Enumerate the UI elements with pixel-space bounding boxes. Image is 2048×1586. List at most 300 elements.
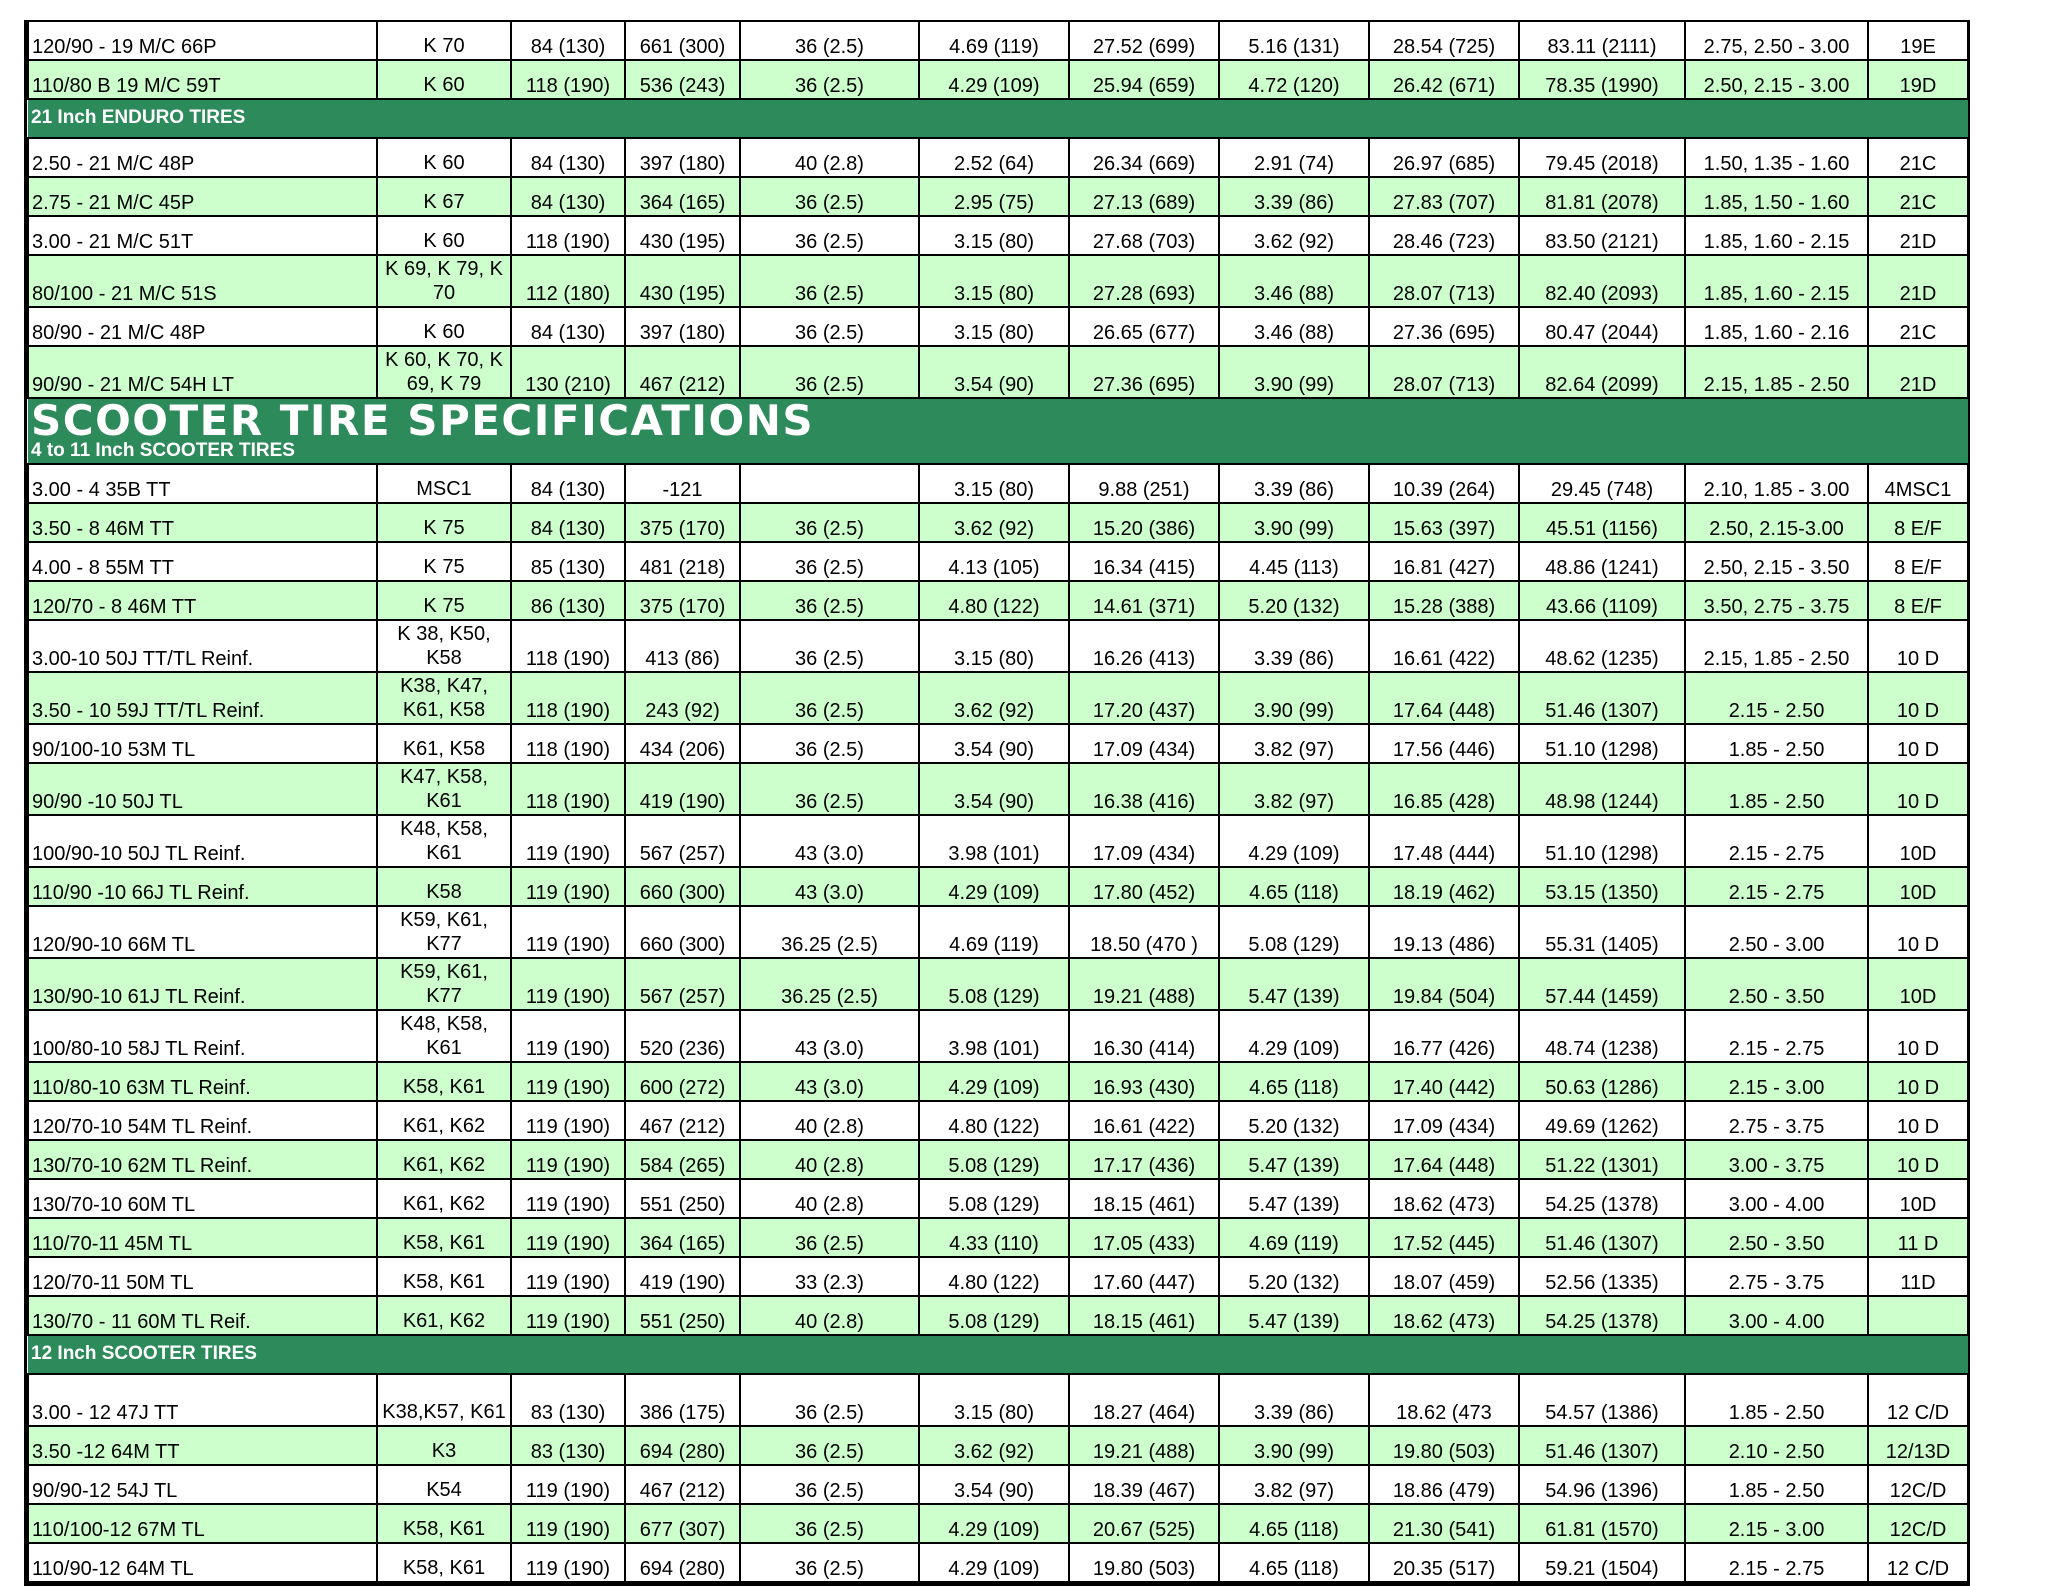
- spec-cell: 28.07 (713): [1369, 346, 1519, 398]
- table-row: [28, 1257, 1968, 1296]
- spec-cell: 43 (3.0): [740, 1062, 919, 1101]
- spec-cell: 36.25 (2.5): [740, 958, 919, 1010]
- spec-cell: 2.50 - 3.50: [1685, 1218, 1868, 1257]
- tire-size-cell: 110/80-10 63M TL Reinf.: [28, 1062, 377, 1101]
- spec-cell: 3.00 - 4.00: [1685, 1296, 1868, 1335]
- tire-spec-table: [27, 20, 1969, 1583]
- spec-cell: 677 (307): [625, 1504, 740, 1543]
- spec-cell: 16.61 (422): [1369, 620, 1519, 672]
- spec-cell: 3.15 (80): [919, 216, 1069, 255]
- tire-size-cell: 130/70-10 62M TL Reinf.: [28, 1140, 377, 1179]
- tire-model-cell: K 60: [377, 307, 511, 346]
- spec-cell: 12C/D: [1868, 1504, 1968, 1543]
- spec-cell: 1.85, 1.60 - 2.16: [1685, 307, 1868, 346]
- table-row: [28, 958, 1968, 1010]
- spec-cell: 2.15, 1.85 - 2.50: [1685, 620, 1868, 672]
- spec-cell: 551 (250): [625, 1296, 740, 1335]
- spec-cell: 2.52 (64): [919, 138, 1069, 177]
- spec-cell: 28.46 (723): [1369, 216, 1519, 255]
- table-row: [28, 21, 1968, 60]
- spec-cell: 119 (190): [511, 1101, 625, 1140]
- spec-cell: 54.57 (1386): [1519, 1374, 1685, 1426]
- spec-cell: 43 (3.0): [740, 867, 919, 906]
- spec-cell: 3.90 (99): [1219, 1426, 1369, 1465]
- spec-cell: 10D: [1868, 1179, 1968, 1218]
- spec-cell: 3.15 (80): [919, 464, 1069, 503]
- spec-cell: 4.29 (109): [919, 1504, 1069, 1543]
- spec-cell: 18.86 (479): [1369, 1465, 1519, 1504]
- spec-cell: 3.39 (86): [1219, 620, 1369, 672]
- spec-cell: 51.10 (1298): [1519, 815, 1685, 867]
- spec-cell: 10 D: [1868, 763, 1968, 815]
- tire-size-cell: 120/70 - 8 46M TT: [28, 581, 377, 620]
- spec-cell: 84 (130): [511, 307, 625, 346]
- spec-cell: 26.34 (669): [1069, 138, 1219, 177]
- spec-cell: 36 (2.5): [740, 1374, 919, 1426]
- spec-cell: 16.77 (426): [1369, 1010, 1519, 1062]
- spec-cell: 3.39 (86): [1219, 177, 1369, 216]
- tire-model-cell: K58, K61: [377, 1218, 511, 1257]
- spec-cell: 4.80 (122): [919, 581, 1069, 620]
- spec-cell: 19.80 (503): [1069, 1543, 1219, 1582]
- spec-cell: 40 (2.8): [740, 138, 919, 177]
- spec-cell: 15.63 (397): [1369, 503, 1519, 542]
- spec-cell: 16.34 (415): [1069, 542, 1219, 581]
- tire-model-cell: K 69, K 79, K 70: [377, 255, 511, 307]
- spec-cell: 2.50, 2.15 - 3.50: [1685, 542, 1868, 581]
- tire-size-cell: 3.50 - 10 59J TT/TL Reinf.: [28, 672, 377, 724]
- spec-cell: 130 (210): [511, 346, 625, 398]
- spec-cell: 11 D: [1868, 1218, 1968, 1257]
- spec-cell: 660 (300): [625, 867, 740, 906]
- spec-cell: 17.09 (434): [1069, 724, 1219, 763]
- spec-cell: 20.35 (517): [1369, 1543, 1519, 1582]
- spec-cell: 3.15 (80): [919, 1374, 1069, 1426]
- spec-cell: 84 (130): [511, 138, 625, 177]
- tire-model-cell: K 75: [377, 503, 511, 542]
- section-title: 21 Inch ENDURO TIRES: [28, 99, 1968, 138]
- spec-cell: 36 (2.5): [740, 672, 919, 724]
- spec-cell: 4.13 (105): [919, 542, 1069, 581]
- spec-cell: 78.35 (1990): [1519, 60, 1685, 99]
- table-row: [28, 763, 1968, 815]
- spec-cell: 3.15 (80): [919, 255, 1069, 307]
- spec-cell: 5.20 (132): [1219, 581, 1369, 620]
- spec-cell: 12 C/D: [1868, 1543, 1968, 1582]
- spec-cell: 2.75, 2.50 - 3.00: [1685, 21, 1868, 60]
- spec-cell: 4.29 (109): [919, 60, 1069, 99]
- spec-cell: 10 D: [1868, 1101, 1968, 1140]
- spec-cell: 3.54 (90): [919, 763, 1069, 815]
- spec-cell: 27.13 (689): [1069, 177, 1219, 216]
- section-title: 12 Inch SCOOTER TIRES: [28, 1335, 1968, 1374]
- spec-cell: 55.31 (1405): [1519, 906, 1685, 958]
- spec-cell: 48.62 (1235): [1519, 620, 1685, 672]
- tire-model-cell: K 38, K50, K58: [377, 620, 511, 672]
- tire-size-cell: 3.00 - 12 47J TT: [28, 1374, 377, 1426]
- tire-size-cell: 120/90-10 66M TL: [28, 906, 377, 958]
- section-subtitle: 4 to 11 Inch SCOOTER TIRES: [31, 440, 295, 461]
- spec-cell: 4.29 (109): [1219, 815, 1369, 867]
- table-row: [28, 672, 1968, 724]
- spec-cell: 27.83 (707): [1369, 177, 1519, 216]
- spec-cell: 3.46 (88): [1219, 307, 1369, 346]
- spec-cell: 14.61 (371): [1069, 581, 1219, 620]
- spec-cell: 419 (190): [625, 1257, 740, 1296]
- spec-cell: 36 (2.5): [740, 1426, 919, 1465]
- spec-cell: 51.10 (1298): [1519, 724, 1685, 763]
- spec-cell: 375 (170): [625, 503, 740, 542]
- spec-cell: 5.16 (131): [1219, 21, 1369, 60]
- spec-cell: 17.80 (452): [1069, 867, 1219, 906]
- tire-size-cell: 110/90 -10 66J TL Reinf.: [28, 867, 377, 906]
- spec-cell: 10 D: [1868, 1140, 1968, 1179]
- spec-cell: 19E: [1868, 21, 1968, 60]
- spec-cell: 4.80 (122): [919, 1101, 1069, 1140]
- spec-cell: 28.07 (713): [1369, 255, 1519, 307]
- spec-cell: 21C: [1868, 177, 1968, 216]
- tire-size-cell: 3.00-10 50J TT/TL Reinf.: [28, 620, 377, 672]
- spec-cell: 1.85 - 2.50: [1685, 1374, 1868, 1426]
- tire-model-cell: K54: [377, 1465, 511, 1504]
- spec-cell: 40 (2.8): [740, 1140, 919, 1179]
- spec-cell: 10 D: [1868, 906, 1968, 958]
- spec-cell: 40 (2.8): [740, 1101, 919, 1140]
- tire-model-cell: K61, K62: [377, 1140, 511, 1179]
- spec-cell: 50.63 (1286): [1519, 1062, 1685, 1101]
- spec-cell: 8 E/F: [1868, 542, 1968, 581]
- spec-cell: 59.21 (1504): [1519, 1543, 1685, 1582]
- tire-model-cell: K 75: [377, 542, 511, 581]
- tire-model-cell: K 67: [377, 177, 511, 216]
- spec-cell: 10D: [1868, 958, 1968, 1010]
- spec-cell: 49.69 (1262): [1519, 1101, 1685, 1140]
- tire-model-cell: K58: [377, 867, 511, 906]
- tire-model-cell: K58, K61: [377, 1257, 511, 1296]
- spec-cell: 119 (190): [511, 867, 625, 906]
- table-row: [28, 1426, 1968, 1465]
- spec-cell: 10 D: [1868, 724, 1968, 763]
- table-row: [28, 1296, 1968, 1335]
- spec-cell: 83.50 (2121): [1519, 216, 1685, 255]
- table-row: [28, 307, 1968, 346]
- spec-cell: 2.15 - 2.75: [1685, 1543, 1868, 1582]
- tire-size-cell: 100/90-10 50J TL Reinf.: [28, 815, 377, 867]
- spec-cell: 375 (170): [625, 581, 740, 620]
- tire-model-cell: K59, K61, K77: [377, 958, 511, 1010]
- spec-cell: 5.08 (129): [919, 1296, 1069, 1335]
- table-row: [28, 346, 1968, 398]
- spec-cell: 21D: [1868, 255, 1968, 307]
- spec-cell: 3.82 (97): [1219, 724, 1369, 763]
- spec-cell: 11D: [1868, 1257, 1968, 1296]
- spec-cell: 18.39 (467): [1069, 1465, 1219, 1504]
- spec-cell: 3.15 (80): [919, 307, 1069, 346]
- spec-cell: 54.96 (1396): [1519, 1465, 1685, 1504]
- spec-cell: 79.45 (2018): [1519, 138, 1685, 177]
- spec-cell: 17.60 (447): [1069, 1257, 1219, 1296]
- spec-cell: 112 (180): [511, 255, 625, 307]
- spec-cell: 16.38 (416): [1069, 763, 1219, 815]
- table-body: [28, 21, 1968, 1582]
- spec-cell: 118 (190): [511, 763, 625, 815]
- spec-cell: 430 (195): [625, 216, 740, 255]
- spec-cell: 2.15 - 2.75: [1685, 867, 1868, 906]
- spec-cell: 21D: [1868, 346, 1968, 398]
- spec-cell: 21.30 (541): [1369, 1504, 1519, 1543]
- spec-cell: 17.40 (442): [1369, 1062, 1519, 1101]
- spec-cell: 3.54 (90): [919, 346, 1069, 398]
- spec-cell: 3.54 (90): [919, 724, 1069, 763]
- spec-cell: 2.15, 1.85 - 2.50: [1685, 346, 1868, 398]
- spec-cell: 10 D: [1868, 620, 1968, 672]
- spec-cell: 10 D: [1868, 1062, 1968, 1101]
- tire-model-cell: K38,K57, K61: [377, 1374, 511, 1426]
- tire-size-cell: 4.00 - 8 55M TT: [28, 542, 377, 581]
- spec-cell: 397 (180): [625, 307, 740, 346]
- spec-cell: 3.62 (92): [919, 503, 1069, 542]
- spec-cell: 36 (2.5): [740, 307, 919, 346]
- spec-cell: 27.28 (693): [1069, 255, 1219, 307]
- spec-cell: 10D: [1868, 867, 1968, 906]
- spec-cell: 119 (190): [511, 1543, 625, 1582]
- spec-cell: 1.85 - 2.50: [1685, 763, 1868, 815]
- spec-cell: 4.33 (110): [919, 1218, 1069, 1257]
- spec-cell: 51.22 (1301): [1519, 1140, 1685, 1179]
- spec-cell: 3.46 (88): [1219, 255, 1369, 307]
- spec-cell: 18.07 (459): [1369, 1257, 1519, 1296]
- spec-cell: [740, 464, 919, 503]
- spec-cell: 15.28 (388): [1369, 581, 1519, 620]
- spec-cell: 61.81 (1570): [1519, 1504, 1685, 1543]
- tire-size-cell: 80/100 - 21 M/C 51S: [28, 255, 377, 307]
- table-row: [28, 464, 1968, 503]
- spec-cell: 17.05 (433): [1069, 1218, 1219, 1257]
- spec-cell: -121: [625, 464, 740, 503]
- tire-model-cell: K61, K62: [377, 1179, 511, 1218]
- table-row: [28, 815, 1968, 867]
- spec-cell: 1.85, 1.50 - 1.60: [1685, 177, 1868, 216]
- spec-cell: 119 (190): [511, 1062, 625, 1101]
- spec-cell: 51.46 (1307): [1519, 1426, 1685, 1465]
- spec-cell: [1868, 1296, 1968, 1335]
- spec-cell: 36 (2.5): [740, 1465, 919, 1504]
- spec-cell: 57.44 (1459): [1519, 958, 1685, 1010]
- spec-cell: 119 (190): [511, 1010, 625, 1062]
- spec-cell: 51.46 (1307): [1519, 672, 1685, 724]
- spec-cell: 19.80 (503): [1369, 1426, 1519, 1465]
- table-row: [28, 542, 1968, 581]
- table-row: [28, 1062, 1968, 1101]
- tire-size-cell: 3.50 -12 64M TT: [28, 1426, 377, 1465]
- spec-cell: 17.17 (436): [1069, 1140, 1219, 1179]
- spec-cell: 2.75 - 3.75: [1685, 1257, 1868, 1296]
- table-row: [28, 1101, 1968, 1140]
- spec-cell: 567 (257): [625, 958, 740, 1010]
- spec-cell: 4.65 (118): [1219, 867, 1369, 906]
- spec-cell: 82.64 (2099): [1519, 346, 1685, 398]
- spec-cell: 1.85, 1.60 - 2.15: [1685, 216, 1868, 255]
- spec-cell: 51.46 (1307): [1519, 1218, 1685, 1257]
- table-row: [28, 1504, 1968, 1543]
- spec-cell: 2.15 - 3.00: [1685, 1062, 1868, 1101]
- spec-cell: 84 (130): [511, 177, 625, 216]
- spec-cell: 2.10 - 2.50: [1685, 1426, 1868, 1465]
- table-row: [28, 216, 1968, 255]
- spec-cell: 36 (2.5): [740, 177, 919, 216]
- spec-cell: 18.19 (462): [1369, 867, 1519, 906]
- spec-cell: 36 (2.5): [740, 763, 919, 815]
- tire-size-cell: 80/90 - 21 M/C 48P: [28, 307, 377, 346]
- spec-cell: 3.62 (92): [1219, 216, 1369, 255]
- tire-model-cell: K38, K47, K61, K58: [377, 672, 511, 724]
- spec-cell: 467 (212): [625, 346, 740, 398]
- spec-cell: 520 (236): [625, 1010, 740, 1062]
- tire-model-cell: K61, K58: [377, 724, 511, 763]
- spec-cell: 4.69 (119): [919, 21, 1069, 60]
- table-row: [28, 1010, 1968, 1062]
- tire-size-cell: 120/70-11 50M TL: [28, 1257, 377, 1296]
- tire-model-cell: K48, K58, K61: [377, 1010, 511, 1062]
- spec-cell: 25.94 (659): [1069, 60, 1219, 99]
- spec-cell: 4.80 (122): [919, 1257, 1069, 1296]
- tire-size-cell: 3.50 - 8 46M TT: [28, 503, 377, 542]
- spec-cell: 8 E/F: [1868, 581, 1968, 620]
- tire-size-cell: 3.00 - 21 M/C 51T: [28, 216, 377, 255]
- tire-model-cell: K 60, K 70, K 69, K 79: [377, 346, 511, 398]
- tire-size-cell: 3.00 - 4 35B TT: [28, 464, 377, 503]
- spec-cell: 36 (2.5): [740, 1218, 919, 1257]
- spec-cell: 1.85 - 2.50: [1685, 724, 1868, 763]
- spec-cell: 9.88 (251): [1069, 464, 1219, 503]
- table-row: [28, 255, 1968, 307]
- spec-cell: 83.11 (2111): [1519, 21, 1685, 60]
- spec-cell: 660 (300): [625, 906, 740, 958]
- spec-cell: 18.15 (461): [1069, 1296, 1219, 1335]
- spec-cell: 18.62 (473): [1369, 1179, 1519, 1218]
- spec-cell: 83 (130): [511, 1374, 625, 1426]
- tire-spec-sheet: [24, 20, 1970, 1586]
- spec-cell: 551 (250): [625, 1179, 740, 1218]
- spec-cell: 118 (190): [511, 216, 625, 255]
- spec-cell: 2.50 - 3.50: [1685, 958, 1868, 1010]
- spec-cell: 3.50, 2.75 - 3.75: [1685, 581, 1868, 620]
- spec-cell: 5.20 (132): [1219, 1101, 1369, 1140]
- spec-cell: 419 (190): [625, 763, 740, 815]
- spec-cell: 118 (190): [511, 672, 625, 724]
- spec-cell: 19.21 (488): [1069, 1426, 1219, 1465]
- spec-cell: 119 (190): [511, 958, 625, 1010]
- tire-model-cell: K 60: [377, 138, 511, 177]
- spec-cell: 43 (3.0): [740, 1010, 919, 1062]
- spec-cell: 430 (195): [625, 255, 740, 307]
- spec-cell: 4.29 (109): [919, 867, 1069, 906]
- tire-size-cell: 110/70-11 45M TL: [28, 1218, 377, 1257]
- tire-size-cell: 2.50 - 21 M/C 48P: [28, 138, 377, 177]
- spec-cell: 2.15 - 2.75: [1685, 1010, 1868, 1062]
- spec-cell: 119 (190): [511, 1140, 625, 1179]
- spec-cell: 2.15 - 2.75: [1685, 815, 1868, 867]
- spec-cell: 5.47 (139): [1219, 958, 1369, 1010]
- spec-cell: 17.64 (448): [1369, 672, 1519, 724]
- spec-cell: 3.39 (86): [1219, 1374, 1369, 1426]
- spec-cell: 17.64 (448): [1369, 1140, 1519, 1179]
- spec-cell: 2.75 - 3.75: [1685, 1101, 1868, 1140]
- spec-cell: 2.15 - 3.00: [1685, 1504, 1868, 1543]
- spec-cell: 17.48 (444): [1369, 815, 1519, 867]
- spec-cell: 4MSC1: [1868, 464, 1968, 503]
- tire-model-cell: K 75: [377, 581, 511, 620]
- spec-cell: 19.13 (486): [1369, 906, 1519, 958]
- spec-cell: 2.91 (74): [1219, 138, 1369, 177]
- spec-cell: 8 E/F: [1868, 503, 1968, 542]
- tire-model-cell: K58, K61: [377, 1062, 511, 1101]
- spec-cell: 36 (2.5): [740, 542, 919, 581]
- spec-cell: 536 (243): [625, 60, 740, 99]
- spec-cell: 661 (300): [625, 21, 740, 60]
- spec-cell: 5.47 (139): [1219, 1179, 1369, 1218]
- spec-cell: 2.50, 2.15 - 3.00: [1685, 60, 1868, 99]
- spec-cell: 36 (2.5): [740, 581, 919, 620]
- spec-cell: 3.90 (99): [1219, 503, 1369, 542]
- spec-cell: 5.47 (139): [1219, 1296, 1369, 1335]
- spec-cell: 36 (2.5): [740, 1543, 919, 1582]
- spec-cell: 21C: [1868, 138, 1968, 177]
- spec-cell: 3.82 (97): [1219, 763, 1369, 815]
- spec-cell: 2.50 - 3.00: [1685, 906, 1868, 958]
- spec-cell: 86 (130): [511, 581, 625, 620]
- spec-cell: 36 (2.5): [740, 60, 919, 99]
- spec-cell: 1.85 - 2.50: [1685, 1465, 1868, 1504]
- spec-cell: 3.62 (92): [919, 1426, 1069, 1465]
- spec-cell: 16.81 (427): [1369, 542, 1519, 581]
- spec-cell: 54.25 (1378): [1519, 1179, 1685, 1218]
- table-row: [28, 1465, 1968, 1504]
- spec-cell: 4.69 (119): [919, 906, 1069, 958]
- spec-cell: 2.15 - 2.50: [1685, 672, 1868, 724]
- table-row: [28, 1218, 1968, 1257]
- scooter-specs-title: SCOOTER TIRE SPECIFICATIONS: [31, 398, 815, 445]
- tire-size-cell: 130/90-10 61J TL Reinf.: [28, 958, 377, 1010]
- spec-cell: 119 (190): [511, 1465, 625, 1504]
- spec-cell: 3.90 (99): [1219, 672, 1369, 724]
- spec-cell: 434 (206): [625, 724, 740, 763]
- spec-cell: 1.85, 1.60 - 2.15: [1685, 255, 1868, 307]
- spec-cell: 45.51 (1156): [1519, 503, 1685, 542]
- spec-cell: 81.81 (2078): [1519, 177, 1685, 216]
- spec-cell: 48.98 (1244): [1519, 763, 1685, 815]
- tire-size-cell: 130/70-10 60M TL: [28, 1179, 377, 1218]
- spec-cell: 54.25 (1378): [1519, 1296, 1685, 1335]
- section-header: [28, 1335, 1968, 1374]
- table-row: [28, 1543, 1968, 1582]
- spec-cell: 3.00 - 4.00: [1685, 1179, 1868, 1218]
- spec-cell: 10 D: [1868, 1010, 1968, 1062]
- spec-cell: 12 C/D: [1868, 1374, 1968, 1426]
- spec-cell: 27.36 (695): [1069, 346, 1219, 398]
- spec-cell: 567 (257): [625, 815, 740, 867]
- spec-cell: 40 (2.8): [740, 1296, 919, 1335]
- spec-cell: 12/13D: [1868, 1426, 1968, 1465]
- spec-cell: 20.67 (525): [1069, 1504, 1219, 1543]
- table-row: [28, 1179, 1968, 1218]
- spec-cell: 36 (2.5): [740, 503, 919, 542]
- spec-cell: 26.42 (671): [1369, 60, 1519, 99]
- tire-size-cell: 90/90 -10 50J TL: [28, 763, 377, 815]
- spec-cell: 5.08 (129): [1219, 906, 1369, 958]
- tire-size-cell: 100/80-10 58J TL Reinf.: [28, 1010, 377, 1062]
- spec-cell: 36 (2.5): [740, 724, 919, 763]
